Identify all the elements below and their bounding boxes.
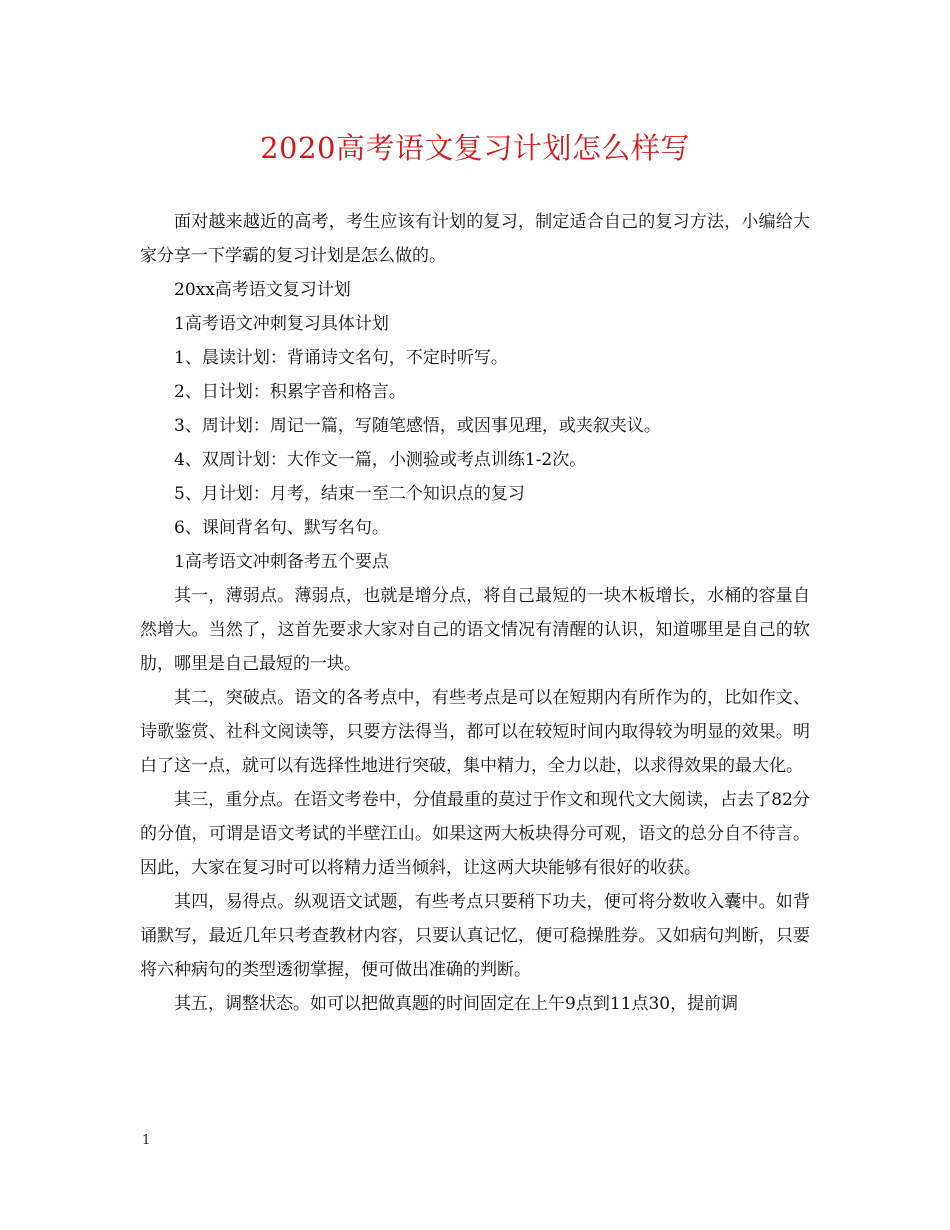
paragraph-daily-plan: 2、日计划：积累字音和格言。 [174, 382, 406, 402]
paragraph-section-1-heading: 1高考语文冲刺复习具体计划 [174, 314, 389, 334]
paragraph-monthly-plan: 5、月计划：月考，结束一至二个知识点的复习 [174, 484, 525, 504]
document-title: 2020高考语文复习计划怎么样写 [260, 131, 690, 165]
paragraph-biweekly-plan: 4、双周计划：大作文一篇，小测验或考点训练1-2次。 [174, 450, 587, 470]
paragraph-intro: 面对越来越近的高考，考生应该有计划的复习，制定适合自己的复习方法，小编给大家分享一下学霸的复习计划是怎么做的。 [140, 212, 810, 266]
paragraph-section-2-heading: 1高考语文冲刺备考五个要点 [174, 552, 389, 572]
paragraph-point-1: 其一，薄弱点。薄弱点，也就是增分点，将自己最短的一块木板增长，水桶的容量自然增大。当然了，这首先要求大家对自己的语文情况有清醒的认识，知道哪里是自己的软肋，哪里是自己最短的一块。 [140, 586, 810, 674]
paragraph-plan-heading: 20xx高考语文复习计划 [174, 280, 351, 300]
paragraph-weekly-plan: 3、周计划：周记一篇，写随笔感悟，或因事见理，或夹叙夹议。 [174, 416, 661, 436]
paragraph-point-2: 其二，突破点。语文的各考点中，有些考点是可以在短期内有所作为的，比如作文、诗歌鉴赏、社科文阅读等，只要方法得当，都可以在较短时间内取得较为明显的效果。明白了这一点，就可以有选择性地进行突破，集中精力，全力以赴，以求得效果的最大化。 [140, 688, 810, 776]
paragraph-morning-plan: 1、晨读计划：背诵诗文名句，不定时听写。 [174, 348, 508, 368]
paragraph-break-plan: 6、课间背名句、默写名句。 [174, 518, 389, 538]
paragraph-point-3: 其三，重分点。在语文考卷中，分值最重的莫过于作文和现代文大阅读，占去了82分的分值，可谓是语文考试的半壁江山。如果这两大板块得分可观，语文的总分自不待言。因此，大家在复习时可以将精力适当倾斜，让这两大块能够有很好的收获。 [140, 790, 810, 878]
document-body [140, 205, 810, 1021]
page-number: 1 [142, 1133, 151, 1148]
paragraph-point-4: 其四，易得点。纵观语文试题，有些考点只要稍下功夫，便可将分数收入囊中。如背诵默写，最近几年只考查教材内容，只要认真记忆，便可稳操胜券。又如病句判断，只要将六种病句的类型透彻掌握，便可做出准确的判断。 [140, 892, 810, 980]
paragraph-point-5: 其五，调整状态。如可以把做真题的时间固定在上午9点到11点30，提前调 [174, 994, 739, 1014]
